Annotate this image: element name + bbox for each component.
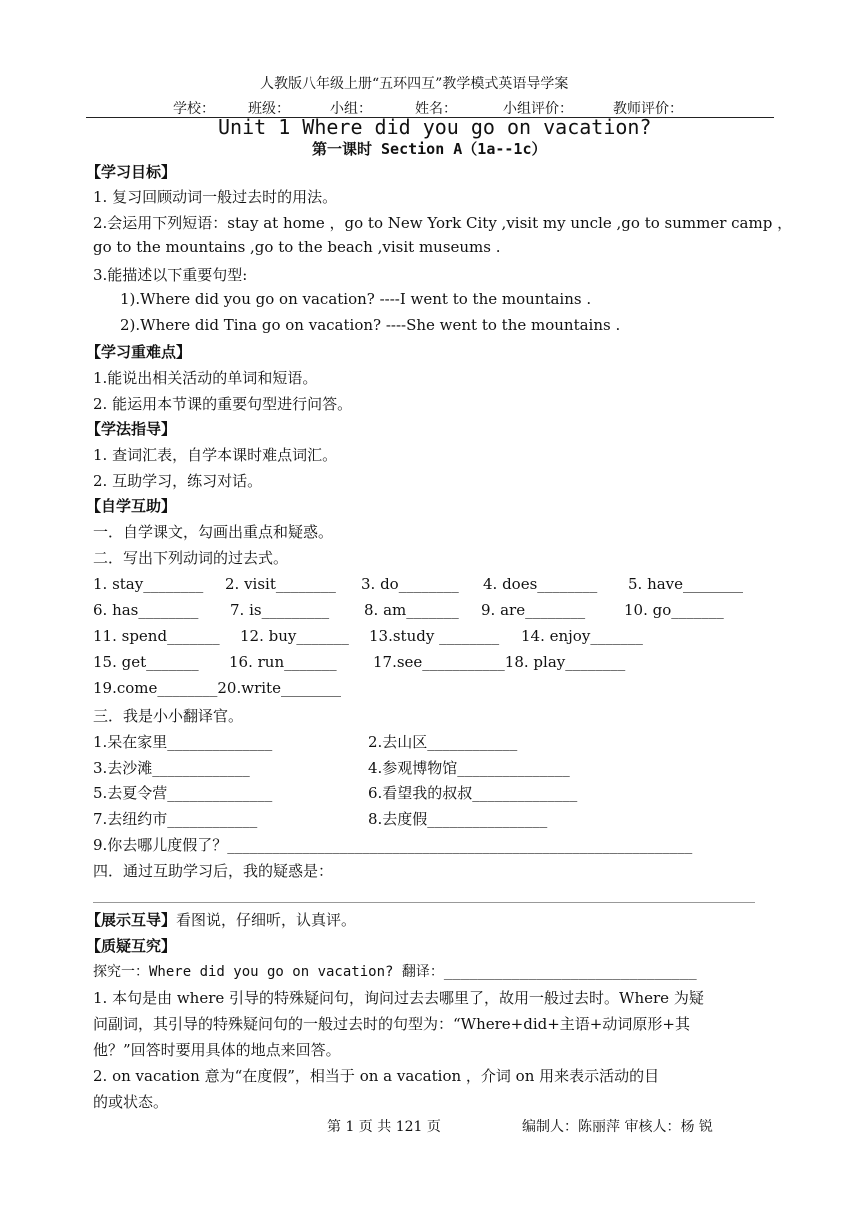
translation-question-9: 9.你去哪儿度假了？______________________________________________________________ [93,836,693,854]
translation-item: 1.呆在家里______________ [93,733,273,751]
verb-item: 16. run_______ [229,653,337,671]
footer-editors: 编制人：陈丽萍 审核人：杨 锐 [522,1119,713,1135]
verb-item: 10. go_______ [624,601,724,619]
verb-item: 3. do________ [361,575,459,593]
translation-item: 3.去沙滩_____________ [93,759,250,777]
translation-item: 2.去山区____________ [368,733,518,751]
section-divider [93,902,755,903]
field-teacher-eval: 教师评价： [613,101,683,117]
goal-line-4: 3.能描述以下重要句型: [93,266,248,284]
section-heading-display: 【展示互导】 [86,911,177,929]
section-heading-goals: 【学习目标】 [86,163,177,181]
verb-item: 1. stay________ [93,575,204,593]
verb-item: 5. have________ [628,575,744,593]
inquiry-para-1c: 他？”回答时要用具体的地点来回答。 [93,1041,341,1059]
translation-item: 6.看望我的叔叔______________ [368,784,578,802]
goal-line-1: 1. 复习回顾动词一般过去时的用法。 [93,188,338,206]
field-group-eval: 小组评价： [503,101,573,117]
verb-item: 13.study ________ [369,627,500,645]
verb-item: 6. has________ [93,601,199,619]
inquiry-1: 探究一：Where did you go on vacation? 翻译：______________________________ [93,964,697,980]
field-class: 班级： [248,101,290,117]
verb-item: 8. am_______ [364,601,459,619]
field-group: 小组： [330,101,372,117]
verb-item: 4. does________ [483,575,598,593]
selfstudy-part-4: 四．通过互助学习后，我的疑惑是： [93,862,334,880]
field-name: 姓名： [415,101,457,117]
section-heading-method: 【学法指导】 [86,420,177,438]
verb-item: 15. get_______ [93,653,199,671]
translation-item: 5.去夏令营______________ [93,784,273,802]
keypoint-line-2: 2. 能运用本节课的重要句型进行问答。 [93,395,353,413]
footer-page-number: 第 1 页 共 121 页 [327,1119,441,1135]
selfstudy-part-3: 三．我是小小翻译官。 [93,707,244,725]
method-line-1: 1. 查词汇表，自学本课时难点词汇。 [93,446,338,464]
goal-line-6: 2).Where did Tina go on vacation? ----She went to the mountains . [120,316,621,334]
display-line [86,909,356,930]
goal-line-3: go to the mountains ,go to the beach ,visit museums . [93,238,501,256]
display-text: 看图说，仔细听，认真评。 [176,911,357,929]
goal-line-5: 1).Where did you go on vacation? ----I went to the mountains . [120,290,592,308]
translation-item: 4.参观博物馆_______________ [368,759,570,777]
method-line-2: 2. 互助学习，练习对话。 [93,472,263,490]
selfstudy-part-1: 一．自学课文，勾画出重点和疑惑。 [93,523,334,541]
verb-item: 14. enjoy_______ [521,627,643,645]
section-heading-selfstudy: 【自学互助】 [86,497,177,515]
inquiry-para-1b: 问副词，其引导的特殊疑问句的一般过去时的句型为：“Where+did+主语+动词原形+其 [93,1015,690,1033]
selfstudy-part-2: 二．写出下列动词的过去式。 [93,549,289,567]
verb-item: 2. visit________ [225,575,336,593]
section-heading-inquiry: 【质疑互究】 [86,937,177,955]
verb-item: 12. buy_______ [240,627,349,645]
translation-item: 8.去度假________________ [368,810,548,828]
verb-item: 9. are________ [481,601,586,619]
verb-item: 11. spend_______ [93,627,220,645]
header-title: 人教版八年级上册“五环四互”教学模式英语导学案 [260,76,569,92]
goal-line-2: 2.会运用下列短语：stay at home ，go to New York City ,visit my uncle ,go to summer camp ， [93,214,793,232]
inquiry-para-2b: 的或状态。 [93,1093,169,1111]
lesson-title: 第一课时 Section A（1a--1c） [312,140,547,158]
translation-item: 7.去纽约市____________ [93,810,258,828]
inquiry-para-1a: 1. 本句是由 where 引导的特殊疑问句，询问过去去哪里了，故用一般过去时。Where 为疑 [93,989,704,1007]
section-heading-keypoints: 【学习重难点】 [86,343,192,361]
keypoint-line-1: 1.能说出相关活动的单词和短语。 [93,369,318,387]
verb-item: 7. is_________ [230,601,330,619]
field-school: 学校： [173,101,215,117]
unit-title: Unit 1 Where did you go on vacation? [218,115,652,139]
verb-item: 19.come________20.write________ [93,679,341,697]
verb-item: 17.see___________18. play________ [373,653,626,671]
inquiry-para-2a: 2. on vacation 意为“在度假”，相当于 on a vacation ，介词 on 用来表示活动的目 [93,1067,660,1085]
